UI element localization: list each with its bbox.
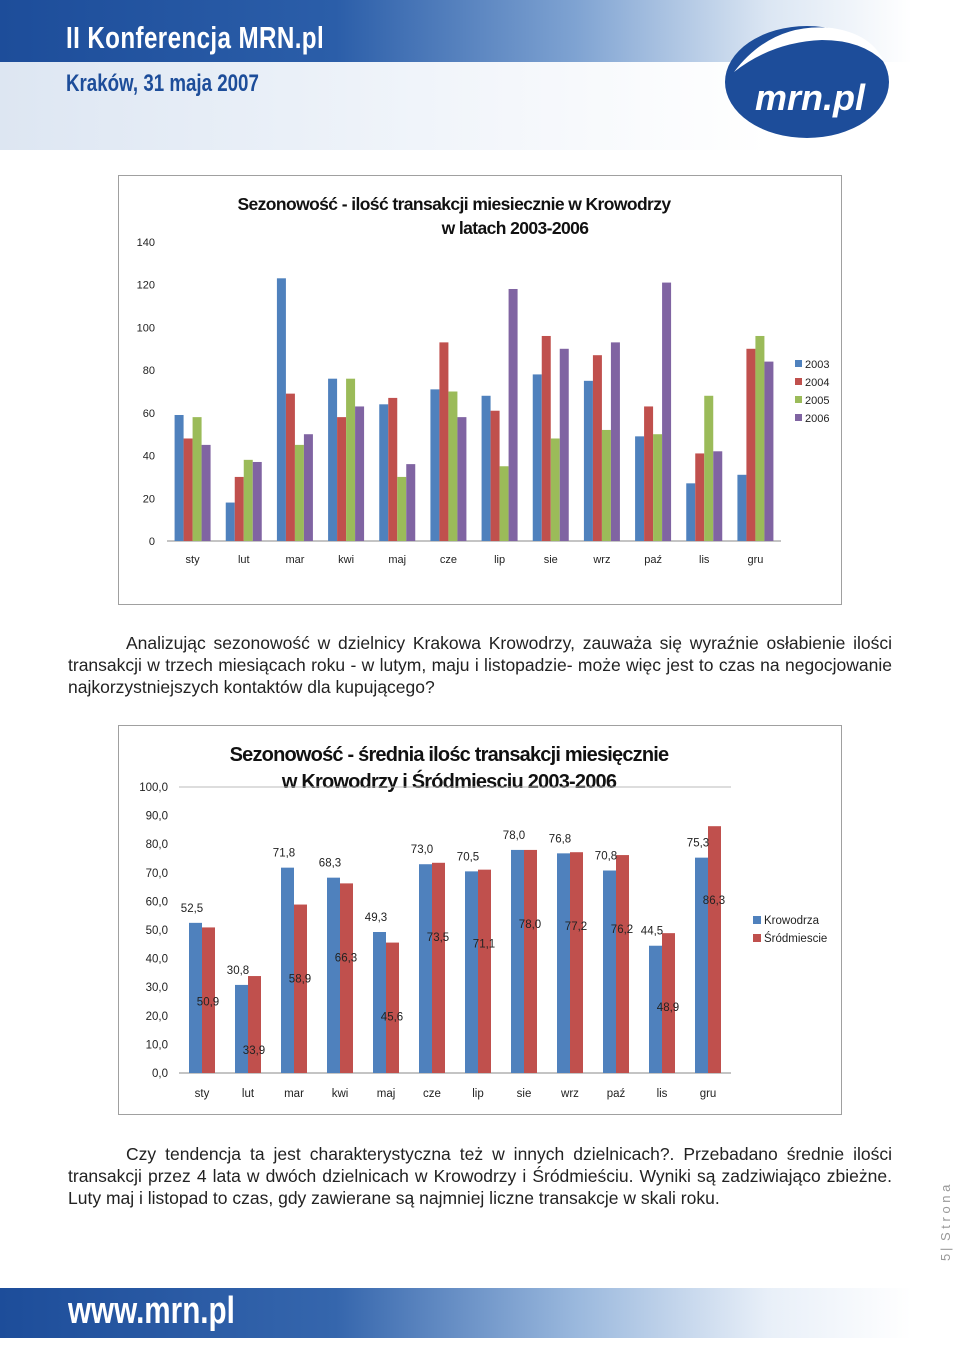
bar-2006-lut <box>253 462 262 541</box>
chart2-title-line1: Sezonowość - średnia ilośc transakcji miesięcznie <box>229 744 669 766</box>
bar-krowodrza-mar <box>281 868 294 1073</box>
bar-2005-gru <box>755 336 764 541</box>
bar-2003-paź <box>635 436 644 541</box>
bar-2006-maj <box>406 464 415 541</box>
bar-2004-gru <box>746 349 755 541</box>
data-label-srodmiescie: 33,9 <box>242 1045 266 1058</box>
chart1-title-line2: w latach 2003-2006 <box>441 218 589 238</box>
x-tick-label: gru <box>747 554 764 566</box>
page-footer <box>0 1288 960 1338</box>
logo-text: mrn.pl <box>754 77 866 118</box>
x-tick-label: sty <box>185 554 200 566</box>
legend-label-Krowodrza: Krowodrza <box>764 915 819 927</box>
legend-label-2003: 2003 <box>805 359 830 371</box>
x-tick-label: lip <box>472 1088 484 1100</box>
y-tick-label: 120 <box>136 279 155 292</box>
paragraph-analysis: Analizując sezonowość w dzielnicy Krakowa Krowodrzy, zauważa się wyraźnie osłabienie ilości transakcji w trzech miesiącach roku - w lutym, maju i listopadzie- może więc jest to czas na negocjowanie najkorzystniejszych kontaktów dla kupującego? <box>68 633 892 697</box>
bar-2004-paź <box>644 406 653 541</box>
x-tick-label: wrz <box>561 1088 579 1100</box>
data-label-krowodrza: 70,8 <box>594 850 618 863</box>
x-tick-label: paź <box>644 554 662 566</box>
bar-krowodrza-sie <box>511 850 524 1073</box>
bar-krowodrza-gru <box>695 858 708 1073</box>
y-tick-label: 140 <box>136 237 155 249</box>
y-tick-label: 40 <box>142 450 155 463</box>
data-label-krowodrza: 49,3 <box>364 912 388 925</box>
bar-2006-mar <box>304 434 313 541</box>
bar-2005-wrz <box>602 430 611 541</box>
bar-2006-sie <box>560 349 569 541</box>
page-header <box>0 0 960 150</box>
y-tick-label: 100 <box>136 322 155 335</box>
bar-2003-maj <box>379 404 388 541</box>
bar-2003-lis <box>686 483 695 541</box>
x-tick-label: paź <box>606 1088 626 1100</box>
bar-2006-lis <box>713 451 722 541</box>
x-tick-label: cze <box>423 1088 441 1100</box>
data-label-srodmiescie: 73,5 <box>426 931 450 944</box>
bar-2003-mar <box>277 278 286 541</box>
x-tick-label: lip <box>494 554 506 566</box>
x-tick-label: wrz <box>593 554 611 566</box>
bar-krowodrza-kwi <box>327 878 340 1073</box>
bar-2003-sie <box>533 374 542 541</box>
page-number-indicator <box>934 1175 956 1265</box>
y-tick-label: 20 <box>142 493 155 506</box>
legend-label-2006: 2006 <box>805 413 830 425</box>
data-label-srodmiescie: 66,3 <box>334 952 358 965</box>
y-tick-label: 60 <box>142 407 155 420</box>
bar-2003-gru <box>737 475 746 541</box>
bar-2006-paź <box>662 283 671 541</box>
page-number-svg <box>934 1175 956 1265</box>
data-label-srodmiescie: 78,0 <box>518 918 542 931</box>
svg-text:|: | <box>938 1247 953 1251</box>
x-tick-label: lut <box>237 554 250 566</box>
bar-krowodrza-maj <box>373 932 386 1073</box>
bar-krowodrza-lut <box>235 985 248 1073</box>
x-tick-label: sty <box>194 1088 210 1100</box>
data-label-srodmiescie: 86,3 <box>702 895 726 908</box>
bar-krowodrza-lip <box>465 871 478 1073</box>
bar-2005-mar <box>295 445 304 541</box>
data-label-srodmiescie: 76,2 <box>610 924 634 937</box>
bar-2006-sty <box>202 445 211 541</box>
bar-srodmiescie-mar <box>294 905 307 1073</box>
bar-2003-wrz <box>584 381 593 541</box>
bar-krowodrza-paź <box>603 871 616 1073</box>
data-label-krowodrza: 30,8 <box>226 964 250 977</box>
bar-srodmiescie-lip <box>478 870 491 1073</box>
footer-url: www.mrn.pl <box>68 1290 235 1332</box>
bar-2005-kwi <box>346 379 355 541</box>
bar-srodmiescie-cze <box>432 863 445 1073</box>
data-label-srodmiescie: 58,9 <box>288 973 312 986</box>
chart-average-transactions <box>118 725 842 1115</box>
x-tick-label: kwi <box>338 554 355 566</box>
data-label-srodmiescie: 50,9 <box>196 996 220 1009</box>
chart1-canvas <box>119 176 841 604</box>
data-label-krowodrza: 73,0 <box>410 844 434 857</box>
y-tick-label: 100,0 <box>139 782 168 794</box>
y-tick-label: 30,0 <box>145 982 168 995</box>
data-label-krowodrza: 71,8 <box>272 847 296 860</box>
legend-swatch-2006 <box>795 414 802 421</box>
x-tick-label: kwi <box>331 1088 349 1100</box>
data-label-krowodrza: 70,5 <box>456 851 480 864</box>
y-tick-label: 80,0 <box>145 839 168 852</box>
y-tick-label: 50,0 <box>145 925 168 937</box>
data-label-krowodrza: 78,0 <box>502 829 526 842</box>
mrn-logo <box>712 14 892 144</box>
bar-2005-lip <box>500 466 509 541</box>
conference-title: II Konferencja MRN.pl <box>66 20 325 55</box>
bar-2004-lis <box>695 453 704 541</box>
bar-srodmiescie-lut <box>248 976 261 1073</box>
bar-2004-sty <box>184 438 193 541</box>
bar-2005-sie <box>551 438 560 541</box>
y-tick-label: 60,0 <box>145 896 168 909</box>
bar-2006-cze <box>457 417 466 541</box>
data-label-krowodrza: 76,8 <box>548 833 572 846</box>
data-label-krowodrza: 44,5 <box>640 925 664 938</box>
y-tick-label: 70,0 <box>145 867 168 880</box>
y-tick-label: 20,0 <box>145 1010 168 1023</box>
legend-swatch-2003 <box>795 360 802 367</box>
bar-srodmiescie-maj <box>386 943 399 1073</box>
bar-2005-lut <box>244 460 253 541</box>
y-tick-label: 90,0 <box>145 810 168 823</box>
bar-krowodrza-cze <box>419 864 432 1073</box>
bar-2005-sty <box>193 417 202 541</box>
bar-2005-cze <box>448 392 457 542</box>
data-label-krowodrza: 52,5 <box>180 902 204 915</box>
bar-2006-gru <box>764 362 773 541</box>
page-number: 5 <box>938 1253 953 1261</box>
x-tick-label: lut <box>241 1088 255 1100</box>
bar-2004-cze <box>439 342 448 541</box>
page-word: S t r o n a <box>938 1184 953 1241</box>
x-tick-label: maj <box>388 554 407 566</box>
legend-swatch-2005 <box>795 396 802 403</box>
bar-2006-lip <box>509 289 518 541</box>
data-label-srodmiescie: 71,1 <box>472 938 496 951</box>
data-label-srodmiescie: 45,6 <box>380 1011 404 1024</box>
data-label-srodmiescie: 77,2 <box>564 921 588 934</box>
bar-2005-maj <box>397 477 406 541</box>
y-tick-label: 10,0 <box>145 1039 168 1052</box>
x-tick-label: maj <box>376 1088 396 1100</box>
chart2-canvas <box>119 726 841 1114</box>
chart2-title-line2: w Krowodrzy i Śródmiesciu 2003-2006 <box>281 771 617 793</box>
bar-2005-paź <box>653 434 662 541</box>
bar-srodmiescie-wrz <box>570 852 583 1073</box>
bar-srodmiescie-kwi <box>340 883 353 1073</box>
y-tick-label: 0 <box>148 536 155 548</box>
chart-yearly-transactions <box>118 175 842 605</box>
bar-srodmiescie-paź <box>616 855 629 1073</box>
bar-2003-sty <box>175 415 184 541</box>
legend-swatch-2004 <box>795 378 802 385</box>
x-tick-label: sie <box>543 554 558 566</box>
legend-label-Śródmiescie: Śródmiescie <box>764 933 828 945</box>
data-label-krowodrza: 75,3 <box>686 837 710 850</box>
bar-2004-lip <box>491 411 500 541</box>
bar-2003-cze <box>430 389 439 541</box>
bar-srodmiescie-sie <box>524 850 537 1073</box>
y-tick-label: 0,0 <box>152 1068 168 1080</box>
bar-2004-mar <box>286 394 295 541</box>
bar-2004-lut <box>235 477 244 541</box>
legend-swatch-Krowodrza <box>753 916 761 924</box>
bar-2004-wrz <box>593 355 602 541</box>
legend-label-2004: 2004 <box>805 377 830 389</box>
bar-2004-sie <box>542 336 551 541</box>
bar-2003-kwi <box>328 379 337 541</box>
bar-krowodrza-wrz <box>557 853 570 1073</box>
y-tick-label: 40,0 <box>145 953 168 966</box>
x-tick-label: gru <box>699 1088 717 1100</box>
legend-label-2005: 2005 <box>805 395 830 407</box>
bar-2003-lut <box>226 503 235 541</box>
legend-swatch-Śródmiescie <box>753 934 761 942</box>
chart1-title-line1: Sezonowość - ilość transakcji miesiecznie w Krowodrzy <box>237 194 671 214</box>
data-label-krowodrza: 68,3 <box>318 857 342 870</box>
x-tick-label: lis <box>656 1088 668 1100</box>
bar-2006-wrz <box>611 342 620 541</box>
x-tick-label: sie <box>516 1088 532 1100</box>
x-tick-label: lis <box>699 554 710 566</box>
conference-date: Kraków, 31 maja 2007 <box>66 70 259 97</box>
bar-2004-kwi <box>337 417 346 541</box>
x-tick-label: mar <box>284 1088 304 1100</box>
y-tick-label: 80 <box>142 365 155 378</box>
bar-2005-lis <box>704 396 713 541</box>
x-tick-label: cze <box>439 554 457 566</box>
bar-2004-maj <box>388 398 397 541</box>
bar-2006-kwi <box>355 406 364 541</box>
bar-srodmiescie-gru <box>708 826 721 1073</box>
x-tick-label: mar <box>285 554 305 566</box>
paragraph-comparison: Czy tendencja ta jest charakterystyczna też w innych dzielnicach?. Przebadano średnie ilości transakcji przez 4 lata w dwóch dzielnicach w Krowodrzy i Śródmieściu. Wyniki są zadziwiająco zbieżne. Luty maj i listopad to czas, gdy zawierane są najmniej liczne transakcje w skali roku. <box>68 1144 892 1208</box>
bar-2003-lip <box>482 396 491 541</box>
data-label-srodmiescie: 48,9 <box>656 1002 680 1015</box>
